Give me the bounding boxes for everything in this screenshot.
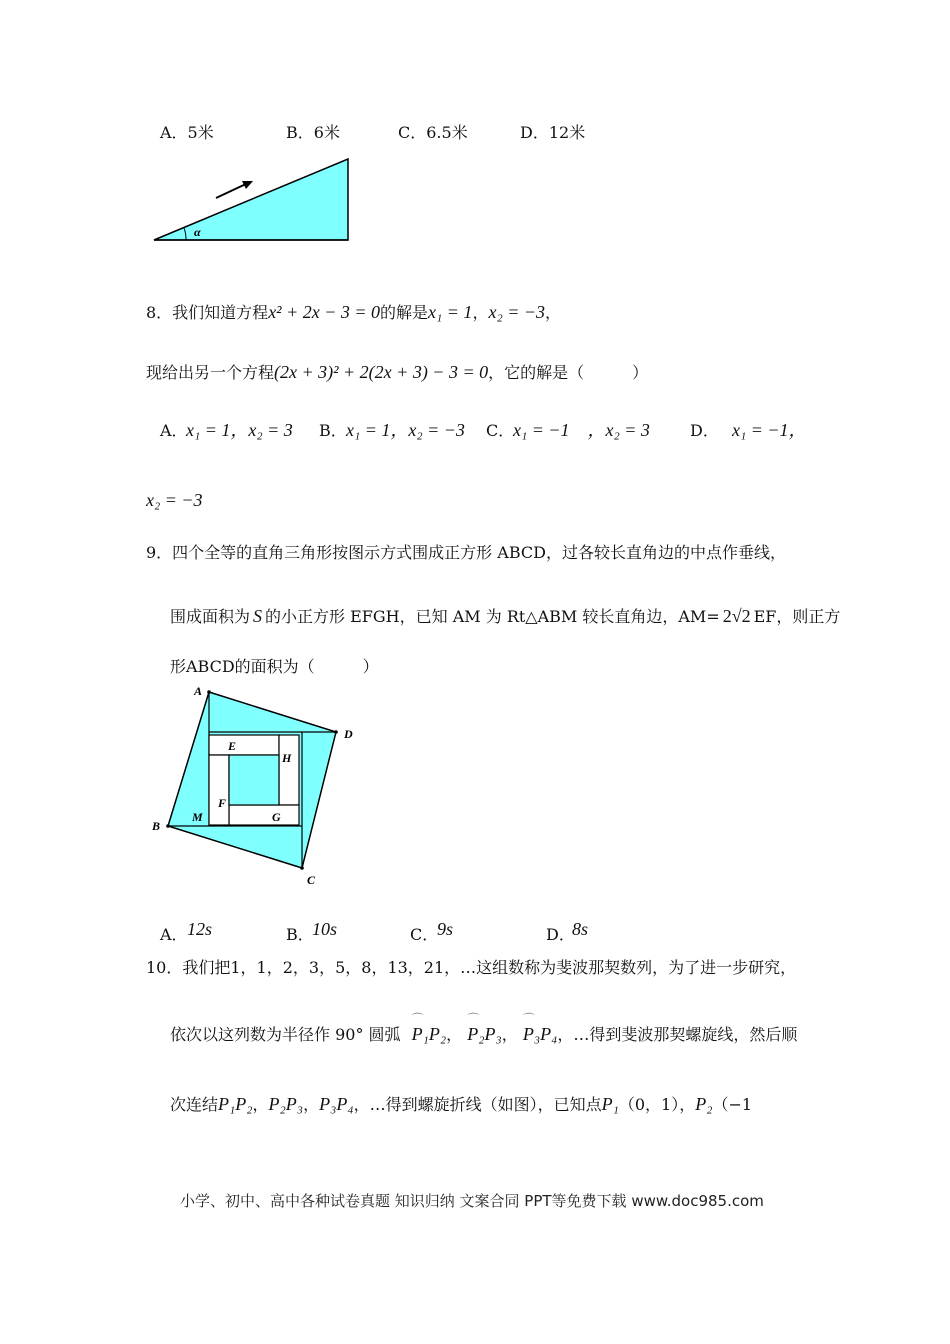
label-g: G [272, 810, 281, 824]
q7-ramp-figure [148, 152, 358, 247]
page-footer: 小学、初中、高中各种试卷真题 知识归纳 文案合同 PPT等免费下载 www.doc985.com [180, 1192, 764, 1210]
q9-line2-a: 围成面积为 [170, 607, 251, 626]
q8-sol2: x₂ = −3 [488, 302, 545, 322]
q8-option-a-label: A． [160, 421, 188, 440]
q10-arc-1: ⌒ P₁P₂ [411, 1012, 447, 1044]
q9-line2-c: EF，则正方 [753, 607, 841, 626]
q9-root: 2√2 [722, 606, 751, 626]
q8-option-d: x₁ = −1， [732, 420, 807, 440]
q10-seg-3: P₃P₄ [319, 1094, 354, 1114]
strip-left [209, 755, 229, 825]
q8-option-b-label: B． [319, 421, 347, 440]
label-c: C [307, 873, 316, 887]
q8-option-a: x₁ = 1，x₂ = 3 [186, 420, 293, 440]
label-a: A [194, 684, 203, 698]
label-e: E [228, 739, 237, 753]
q8-line2-prefix: 现给出另一个方程 [146, 363, 275, 382]
q7-option-a: A．5米 [160, 123, 214, 142]
ramp-triangle [154, 159, 348, 240]
square-efgh [229, 755, 279, 805]
strip-top [209, 735, 279, 755]
label-f: F [218, 796, 227, 810]
strip-right [279, 735, 299, 805]
q10-seg-2: P₂P₃ [268, 1094, 304, 1114]
q8-line1 [146, 300, 561, 323]
q8-comma2: ， [545, 303, 562, 322]
q8-prefix: 8．我们知道方程 [146, 303, 269, 322]
q8-equation: x² + 2x − 3 = 0 [268, 302, 381, 322]
q10-line3-b: ，…得到螺旋折线（如图），已知点 [353, 1095, 602, 1114]
q10-arc-3: ⌒ P₃P₄ [522, 1012, 558, 1044]
q9-line2-b: 的小正方形 EFGH，已知 AM 为 Rt△ABM 较长直角边，AM= [265, 607, 720, 626]
q8-comma: ， [472, 303, 489, 322]
q9-s-symbol: S [253, 606, 263, 626]
q7-option-d: D．12米 [520, 123, 586, 142]
q7-option-b: B．6米 [286, 123, 340, 142]
label-d: D [344, 727, 353, 741]
q9-option-d: 8s [572, 919, 589, 939]
q10-line3-a: 次连结 [170, 1095, 219, 1114]
q8-option-b: x₁ = 1，x₂ = −3 [346, 420, 465, 440]
q9-line1: 9．四个全等的直角三角形按图示方式围成正方形 ABCD，过各较长直角边的中点作垂线， [146, 543, 786, 562]
q8-option-d-label: D． [690, 421, 719, 440]
q8-option-c-label: C． [486, 421, 515, 440]
q9-option-b: 10s [312, 919, 338, 939]
q7-option-c: C．6.5米 [398, 123, 468, 142]
q8-sol1: x₁ = 1 [428, 302, 473, 322]
q9-square-figure [148, 680, 368, 890]
q9-option-d-label: D． [546, 925, 575, 944]
q8-line2-suffix: ，它的解是（ ） [488, 363, 649, 382]
q10-arc-2: ⌒ P₂P₃ [467, 1012, 502, 1044]
q10-p1: P₁ [601, 1094, 619, 1114]
label-m: M [192, 810, 203, 824]
q10-p2: P₂ [695, 1094, 713, 1114]
label-b: B [152, 819, 161, 833]
arrow-shaft [216, 183, 248, 198]
q8-option-c: x₁ = −1 ，x₂ = 3 [513, 420, 650, 440]
q8-mid: 的解是 [380, 303, 429, 322]
q8-line2 [146, 360, 648, 383]
strip-bottom [229, 805, 299, 825]
q9-option-b-label: B． [286, 925, 314, 944]
q10-line3: 次连结P₁P₂，P₂P₃，P₃P₄，…得到螺旋折线（如图），已知点P₁（0，1），P₂（−1 [170, 1094, 753, 1114]
q8-line2-equation: (2x + 3)² + 2(2x + 3) − 3 = 0 [274, 362, 489, 382]
q9-option-c: 9s [437, 919, 454, 939]
q9-option-a: 12s [187, 919, 213, 939]
q9-option-a-label: A． [160, 925, 188, 944]
q10-line2: 依次以这列数为半径作 90° 圆弧 ⌒ P₁P₂， ⌒ P₂P₃， ⌒ P₃P₄，…得到斐波那契螺旋线，然后顺 [170, 1012, 798, 1044]
q10-line2-a: 依次以这列数为半径作 90° 圆弧 [170, 1025, 401, 1044]
q9-option-c-label: C． [410, 925, 439, 944]
q10-line2-b: ，…得到斐波那契螺旋线，然后顺 [557, 1025, 798, 1044]
q9-line2 [170, 604, 840, 627]
label-h: H [282, 751, 292, 765]
q9-line3: 形ABCD的面积为（ ） [170, 657, 379, 676]
q10-p2-coord: （−1 [712, 1095, 753, 1114]
q8-option-d-continued: x₂ = −3 [146, 490, 203, 510]
q10-p1-coord: （0，1）， [618, 1095, 696, 1114]
angle-label: α [194, 225, 201, 239]
q10-seg-1: P₁P₂ [218, 1094, 253, 1114]
q10-line1: 10．我们把1，1，2，3，5，8，13，21，…这组数称为斐波那契数列，为了进一步研究， [146, 958, 797, 977]
